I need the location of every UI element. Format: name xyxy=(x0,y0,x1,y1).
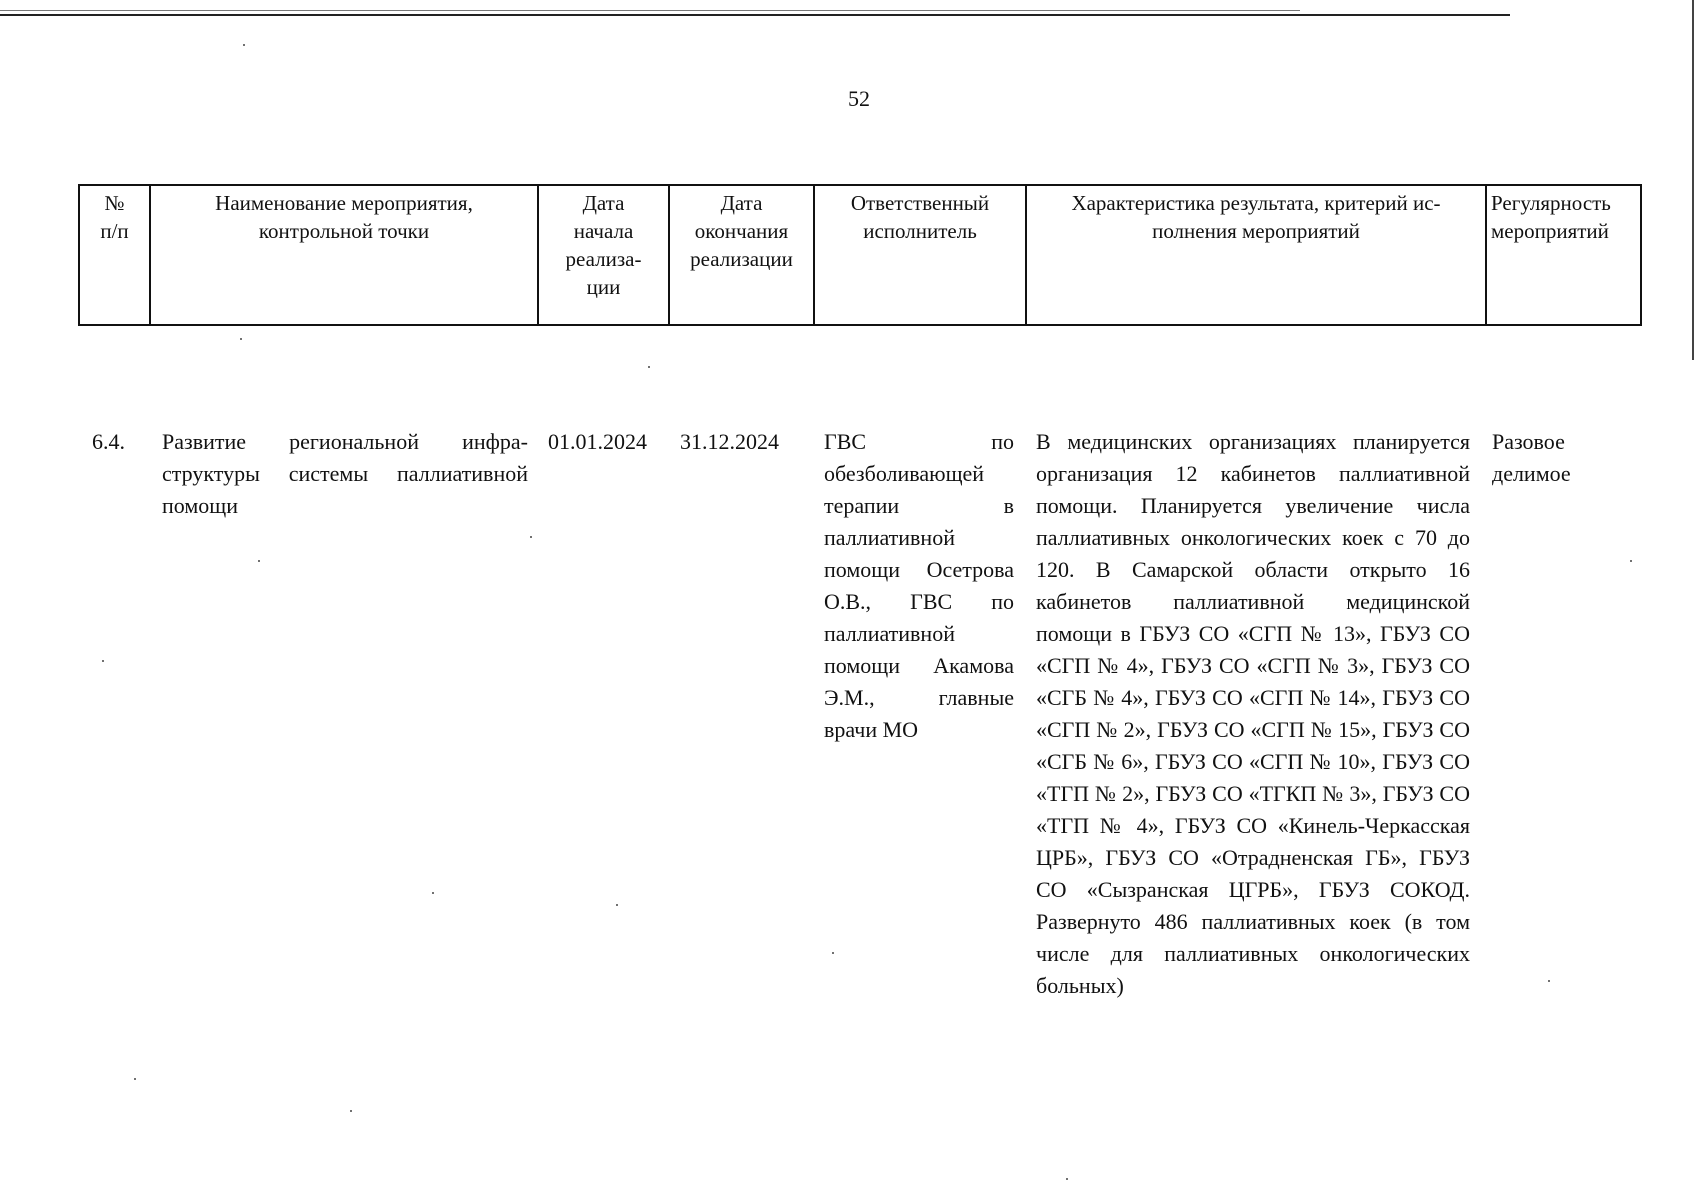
column-header-name: Наименование мероприятия, контрольной точки xyxy=(150,185,538,325)
column-header-result: Характеристика результата, критерий ис- полнения мероприятий xyxy=(1026,185,1486,325)
scan-speck xyxy=(616,904,618,906)
scan-speck xyxy=(240,338,242,340)
column-header-number: № п/п xyxy=(79,185,150,325)
scan-speck xyxy=(102,660,104,662)
activity-name: Развитие региональной инфра-структуры системы паллиативной помощи xyxy=(162,429,528,518)
scan-speck xyxy=(243,44,245,46)
scan-speck xyxy=(1066,1178,1068,1180)
column-header-start-date: Дата начала реализа- ции xyxy=(538,185,669,325)
column-header-end-date: Дата окончания реализации xyxy=(669,185,814,325)
scan-border-line xyxy=(0,14,1510,16)
column-header-responsible: Ответственный исполнитель xyxy=(814,185,1026,325)
scan-speck xyxy=(134,1078,136,1080)
scan-speck xyxy=(832,952,834,954)
scan-speck xyxy=(648,366,650,368)
column-header-regularity: Регулярность мероприятий xyxy=(1486,185,1641,325)
end-date: 31.12.2024 xyxy=(680,429,779,454)
start-date: 01.01.2024 xyxy=(548,429,647,454)
scan-border-line xyxy=(0,10,1300,11)
result-description: В медицинских организациях планируется организация 12 кабинетов паллиативной помощи. Планируется увеличение числа паллиативных онкологических коек с 70 до 120. В Самарской области открыто 16 кабинетов паллиативной медицинской помощи в ГБУЗ СО «СГП № 13», ГБУЗ СО «СГП № 4», ГБУЗ СО «СГП № 3», ГБУЗ СО «СГБ № 4», ГБУЗ СО «СГП № 14», ГБУЗ СО «СГП № 2», ГБУЗ СО «СГП № 15», ГБУЗ СО «СГБ № 6», ГБУЗ СО «СГП № 10», ГБУЗ СО «ТГП № 2», ГБУЗ СО «ТГКП № 3», ГБУЗ СО «ТГП № 4», ГБУЗ СО «Кинель-Черкасская ЦРБ», ГБУЗ СО «Отрадненская ГБ», ГБУЗ СО «Сызранская ЦГРБ», ГБУЗ СОКОД. Развернуто 486 паллиативных коек (в том числе для паллиативных онкологических больных) xyxy=(1036,429,1470,998)
page-number: 52 xyxy=(848,86,870,111)
scan-speck xyxy=(1630,560,1632,562)
scan-speck xyxy=(1548,980,1550,982)
scan-speck xyxy=(530,536,532,538)
table-header xyxy=(78,184,1642,326)
responsible-executor: ГВС по обезболивающей терапии в паллиативной помощи Осетрова О.В., ГВС по паллиативной помощи Акамова Э.М., главные врачи МО xyxy=(824,429,1014,742)
scan-speck xyxy=(258,560,260,562)
row-number: 6.4. xyxy=(92,429,125,454)
regularity: Разовое делимое xyxy=(1492,429,1571,486)
scan-speck xyxy=(432,892,434,894)
scan-edge-line xyxy=(1692,0,1694,360)
scan-speck xyxy=(350,1110,352,1112)
